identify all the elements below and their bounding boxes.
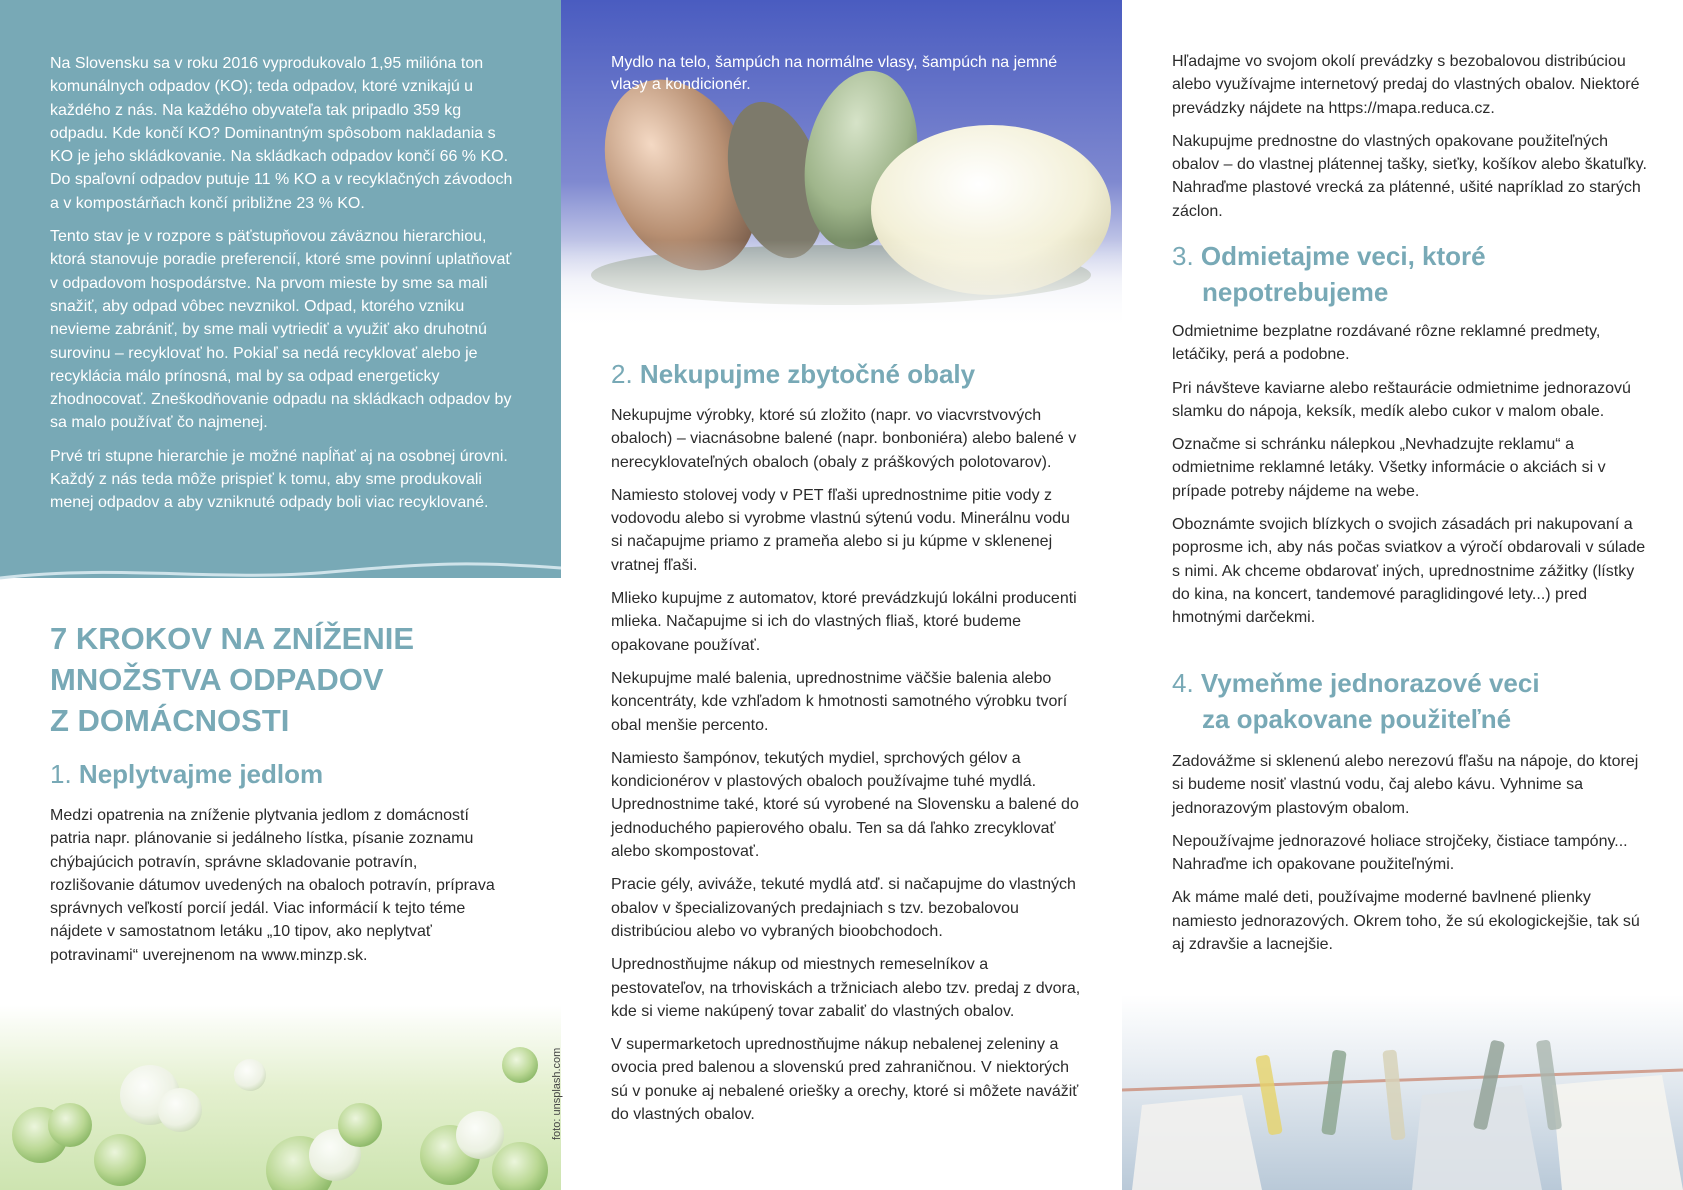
main-heading-bold: 7 KROKOV	[50, 621, 212, 656]
cauliflower-photo	[0, 1005, 561, 1190]
section4-number: 4.	[1172, 668, 1194, 698]
section3-body	[1172, 320, 1647, 640]
section3-paragraph: Pri návšteve kaviarne alebo reštaurácie odmietnime jednorazovú slamku do nápoja, keksík, medík alebo cukor v malom obale.	[1172, 379, 1631, 420]
intro-panel-wave	[0, 560, 561, 590]
section1-paragraph: Medzi opatrenia na zníženie plytvania jedlom z domácností patria napr. plánovanie si jedálneho lístka, písanie zoznamu chýbajúcich potravín, správne skladovanie potravín, rozlišovanie dátumov uvedených na obaloch potravín, príprava správnych veľkostí porcií jedál. Viac informácií k tejto téme nájdete v samostatnom letáku „10 tipov, ako neplytvať potravinami“ uverejnenom na www.minzp.sk.	[50, 807, 495, 964]
section1-heading	[50, 756, 520, 792]
section4-body	[1172, 750, 1647, 966]
column-middle	[561, 0, 1122, 1190]
main-heading	[50, 618, 520, 741]
main-heading-line1: NA ZNÍŽENIE	[211, 621, 414, 656]
section2-number: 2.	[611, 359, 633, 389]
section3-paragraph: Odmietnime bezplatne rozdávané rôzne reklamné predmety, letáčiky, perá a podobne.	[1172, 323, 1601, 364]
section4-title-line1: Vymeňme jednorazové veci	[1200, 668, 1540, 698]
section2-paragraph: V supermarketoch uprednostňujme nákup nebalenej zeleniny a ovocia pred balenou a slovenskú pred zahraničnou. V niektorých sú v ponuke aj nebalené oriešky a orechy, ktoré si môžete navážiť do vlastných obalov.	[611, 1036, 1079, 1124]
intro-paragraph: Na Slovensku sa v roku 2016 vyprodukovalo 1,95 milióna ton komunálnych odpadov (KO); teda odpadov, ktoré vznikajú u každého z nás. Na každého obyvateľa tak pripadlo 359 kg odpadu. Kde končí KO? Dominantným spôsobom nakladania s KO je jeho skládkovanie. Na skládkach odpadov končí 66 % KO. Do spaľovní odpadov putuje 11 % KO a v recyklačných závodoch a v kompostárňach končí približne 23 % KO.	[50, 55, 513, 212]
intro-text	[50, 52, 520, 525]
soap-photo	[561, 0, 1122, 330]
intro-paragraph: Tento stav je v rozpore s päťstupňovou záväznou hierarchiou, ktorá stanovuje poradie preferencií, ktoré sme povinní uplatňovať v odpadovom hospodárstve. Na prvom mieste by sme sa mali snažiť, aby odpad vôbec nevznikol. Odpad, ktorého vzniku nevieme zabrániť, by sme mali vytriediť a využiť ako druhotnú surovinu – recyklovať ho. Pokiaľ sa nedá recyklovať alebo je recyklácia málo prínosná, mal by sa odpad energeticky zhodnocovať. Zneškodňovanie odpadu na skládkach odpadov by sa malo používať čo najmenej.	[50, 228, 512, 432]
column-right-intro-paragraph: Hľadajme vo svojom okolí prevádzky s bezobalovou distribúciou alebo využívajme internetový predaj do vlastných obalov. Niektoré prevádzky nájdete na https://mapa.reduca.cz.	[1172, 53, 1640, 117]
section3-paragraph: Oboznámte svojich blízkych o svojich zásadách pri nakupovaní a poprosme ich, aby nás počas sviatkov a výročí obdarovali v súlade s nimi. Ak chceme obdarovať iných, uprednostnime zážitky (lístky do kina, na koncert, tandemové paraglidingové lety...) pred hmotnými darčekmi.	[1172, 516, 1646, 627]
section2-paragraph: Namiesto šampónov, tekutých mydiel, sprchových gélov a kondicionérov v plastových obaloch používajme tuhé mydlá. Uprednostnime také, ktoré sú vyrobené na Slovensku a balené do jednoduchého papierového obalu. Ten sa dá ľahko zrecyklovať alebo skompostovať.	[611, 749, 1079, 861]
section2-paragraph: Pracie gély, aviváže, tekuté mydlá atď. si načapujme do vlastných obalov v špecializovaných predajniach s tzv. bezobalovou distribúciou alebo vo vybraných bioobchodoch.	[611, 876, 1076, 940]
section3-paragraph: Označme si schránku nálepkou „Nevhadzujte reklamu“ a odmietnime reklamné letáky. Všetky informácie o akciách si v prípade potreby nájdeme na webe.	[1172, 436, 1606, 500]
photo-credit: foto: unsplash.com	[551, 1047, 563, 1140]
section2-heading	[611, 356, 1081, 392]
main-heading-line3: Z DOMÁCNOSTI	[50, 703, 290, 738]
section3-heading	[1172, 238, 1642, 310]
section3-title-line2: nepotrebujeme	[1202, 277, 1389, 307]
section2-body	[611, 404, 1081, 1136]
section3-number: 3.	[1172, 241, 1194, 271]
main-heading-line2: MNOŽSTVA ODPADOV	[50, 662, 384, 697]
section3-title-line1: Odmietajme veci, ktoré	[1200, 241, 1486, 271]
laundry-photo	[1122, 995, 1683, 1190]
section4-heading	[1172, 665, 1642, 737]
section2-paragraph: Nekupujme malé balenia, uprednostnime väčšie balenia alebo koncentráty, kde vzhľadom k hmotnosti samotného výrobku tvorí obal menšie percento.	[611, 669, 1068, 734]
section2-paragraph: Nekupujme výrobky, ktoré sú zložito (napr. vo viacvrstvových obaloch) – viacnásobne balené (napr. bonboniéra) alebo balené v nerecyklovateľných obaloch (obaly z práškových polotovarov).	[611, 407, 1077, 471]
section1-number: 1.	[50, 759, 72, 789]
section1-body	[50, 804, 505, 977]
section2-paragraph: Uprednostňujme nákup od miestnych remeselníkov a pestovateľov, na trhoviskách a tržniciach alebo tzv. predaj z dvora, kde si vieme nakúpený tovar zabaliť do vlastných obalov.	[611, 956, 1081, 1020]
section4-title-line2: za opakovane použiteľné	[1202, 704, 1512, 734]
column-right-intro-paragraph: Nakupujme prednostne do vlastných opakovane použiteľných obalov – do vlastnej plátennej tašky, sieťky, košíkov alebo škatuľky. Nahraďme plastové vrecká za plátenné, ušité napríklad zo starých záclon.	[1172, 132, 1647, 220]
section2-paragraph: Namiesto stolovej vody v PET fľaši uprednostnime pitie vody z vodovodu alebo si vyrobme vlastnú sýtenú vodu. Minerálnu vodu si načapujme priamo z prameňa alebo si ju kúpme v sklenenej vratnej fľaši.	[611, 486, 1070, 574]
section4-paragraph: Zadovážme si sklenenú alebo nerezovú fľašu na nápoje, do ktorej si budeme nosiť vlastnú vodu, čaj alebo kávu. Vyhnime sa jednorazovým plastovým obalom.	[1172, 753, 1639, 817]
section2-title: Nekupujme zbytočné obaly	[639, 359, 976, 389]
column-right-intro	[1172, 50, 1647, 233]
column-right	[1122, 0, 1683, 1190]
section4-paragraph: Ak máme malé deti, používajme moderné bavlnené plienky namiesto jednorazových. Okrem toho, že sú ekologickejšie, tak sú aj zdravšie a lacnejšie.	[1172, 889, 1640, 954]
intro-paragraph: Prvé tri stupne hierarchie je možné napĺňať aj na osobnej úrovni. Každý z nás teda môže prispieť k tomu, aby sme produkovali menej odpadov a aby vzniknuté odpady boli viac recyklované.	[50, 447, 508, 512]
soap-photo-caption: Mydlo na telo, šampúch na normálne vlasy, šampúch na jemné vlasy a kondicionér.	[611, 54, 1058, 93]
section1-title: Neplytvajme jedlom	[78, 759, 324, 789]
column-left	[0, 0, 561, 1190]
section4-paragraph: Nepoužívajme jednorazové holiace strojčeky, čistiace tampóny... Nahraďme ich opakovane použiteľnými.	[1172, 832, 1628, 874]
section2-paragraph: Mlieko kupujme z automatov, ktoré prevádzkujú lokálni producenti mlieka. Načapujme si ich do vlastných fliaš, ktoré budeme opakovane používať.	[611, 590, 1077, 654]
